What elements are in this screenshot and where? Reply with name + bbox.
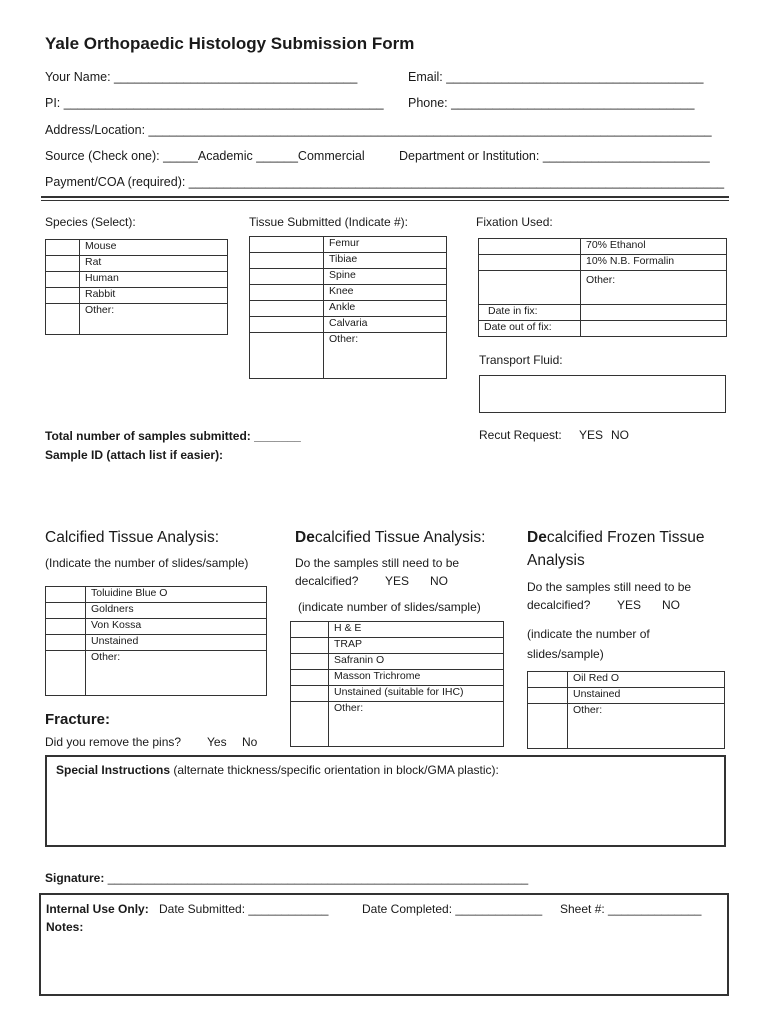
slide-count-input[interactable] [291,638,329,654]
frozen-instruction-line2: slides/sample) [527,647,604,661]
species-checkbox[interactable] [46,256,80,272]
frozen-instruction: (indicate the number of [527,627,650,641]
notes-label: Notes: [46,920,84,934]
list-item: Rat [46,256,228,272]
list-item: Spine [250,269,447,285]
list-item: Masson Trichrome [291,670,504,686]
list-item: Mouse [46,240,228,256]
phone-field[interactable]: Phone: ___________________________________ [408,96,695,110]
slide-count-input[interactable] [528,672,568,688]
slide-count-input[interactable] [291,702,329,747]
fracture-yes-option[interactable]: Yes [207,735,227,749]
decalcified-checklist [290,621,504,747]
list-item: 70% Ethanol [479,239,727,255]
list-item: Calvaria [250,317,447,333]
department-field[interactable]: Department or Institution: ________________________ [399,149,710,163]
list-item: Other: [46,651,267,696]
date-submitted-field[interactable]: Date Submitted: ____________ [159,902,329,916]
tissue-count-input[interactable] [250,317,324,333]
date-in-input[interactable] [581,305,727,321]
fracture-no-option[interactable]: No [242,735,258,749]
fixation-label: Fixation Used: [476,215,553,229]
decalcified-question-line2: decalcified? [295,574,359,588]
frozen-title-line2: Analysis [527,552,585,569]
list-item: Rabbit [46,288,228,304]
frozen-question-line2: decalcified? [527,598,591,612]
email-field[interactable]: Email: _____________________________________ [408,70,704,84]
list-item: Other: [291,702,504,747]
species-checkbox[interactable] [46,272,80,288]
tissue-count-input[interactable] [250,269,324,285]
list-item: Goldners [46,603,267,619]
list-item: Other: [528,704,725,749]
payment-field[interactable]: Payment/COA (required): _____________________________________________________________________________ [45,175,725,189]
signature-field[interactable]: Signature: _______________________________________________________________ [45,871,529,885]
slide-count-input[interactable] [291,622,329,638]
list-item: Other: [250,333,447,379]
transport-fluid-label: Transport Fluid: [479,353,563,367]
source-field[interactable]: Source (Check one): _____Academic ______Commercial [45,149,365,163]
calcified-subtitle: (Indicate the number of slides/sample) [45,556,249,570]
recut-no-option[interactable]: NO [611,428,629,442]
tissue-checklist [249,236,447,379]
fixation-checkbox[interactable] [479,255,581,271]
tissue-count-input[interactable] [250,285,324,301]
sheet-number-field[interactable]: Sheet #: ______________ [560,902,702,916]
slide-count-input[interactable] [46,651,86,696]
frozen-title: Decalcified Frozen Tissue [527,529,705,546]
pi-field[interactable]: PI: ______________________________________________ [45,96,384,110]
list-item: Oil Red O [528,672,725,688]
recut-request-label: Recut Request: [479,428,562,442]
date-out-label: Date out of fix: [479,321,581,337]
list-item: Unstained (suitable for IHC) [291,686,504,702]
tissue-count-input[interactable] [250,301,324,317]
calcified-title: Calcified Tissue Analysis: [45,529,220,546]
tissue-count-input[interactable] [250,253,324,269]
slide-count-input[interactable] [528,704,568,749]
slide-count-input[interactable] [291,686,329,702]
internal-use-label: Internal Use Only: [46,902,149,916]
date-completed-field[interactable]: Date Completed: _____________ [362,902,543,916]
fixation-checklist [478,238,727,337]
list-item [479,305,727,321]
fixation-checkbox[interactable] [479,239,581,255]
slide-count-input[interactable] [291,654,329,670]
decalcified-title: Decalcified Tissue Analysis: [295,529,486,546]
list-item: H & E [291,622,504,638]
list-item: Unstained [528,688,725,704]
list-item: Toluidine Blue O [46,587,267,603]
slide-count-input[interactable] [291,670,329,686]
your-name-field[interactable]: Your Name: ___________________________________ [45,70,358,84]
species-checklist [45,239,228,335]
fixation-checkbox[interactable] [479,271,581,305]
internal-use-box [39,893,729,996]
decalcified-yes-option[interactable]: YES [385,574,410,588]
decalcified-no-option[interactable]: NO [430,574,448,588]
fracture-title: Fracture: [45,711,111,728]
list-item: Knee [250,285,447,301]
frozen-no-option[interactable]: NO [662,598,680,612]
list-item: Femur [250,237,447,253]
divider-top [41,196,729,198]
list-item: Other: [479,271,727,305]
list-item: Ankle [250,301,447,317]
list-item: Other: [46,304,228,335]
date-in-label: Date in fix: [479,305,581,321]
tissue-count-input[interactable] [250,237,324,253]
decalcified-question: Do the samples still need to be [295,556,460,570]
fracture-question: Did you remove the pins? [45,735,182,749]
species-checkbox[interactable] [46,304,80,335]
list-item: TRAP [291,638,504,654]
list-item: Von Kossa [46,619,267,635]
list-item [479,321,727,337]
list-item: Safranin O [291,654,504,670]
slide-count-input[interactable] [46,619,86,635]
decalcified-instruction: (indicate number of slides/sample) [298,600,481,614]
address-field[interactable]: Address/Location: _________________________________________________________________________________ [45,123,712,137]
transport-fluid-input[interactable] [479,375,726,413]
recut-yes-option[interactable]: YES [579,428,604,442]
species-label: Species (Select): [45,215,136,229]
special-instructions-label: Special Instructions (alternate thickness/specific orientation in block/GMA plastic): [56,763,499,777]
total-samples-field[interactable]: Total number of samples submitted: _______ [45,429,301,443]
sample-id-label: Sample ID (attach list if easier): [45,448,224,462]
frozen-checklist [527,671,725,749]
slide-count-input[interactable] [528,688,568,704]
slide-count-input[interactable] [46,587,86,603]
species-checkbox[interactable] [46,240,80,256]
list-item: 10% N.B. Formalin [479,255,727,271]
tissue-label: Tissue Submitted (Indicate #): [249,215,408,229]
form-title: Yale Orthopaedic Histology Submission Form [45,34,415,53]
frozen-question: Do the samples still need to be [527,580,692,594]
frozen-yes-option[interactable]: YES [617,598,642,612]
list-item: Unstained [46,635,267,651]
slide-count-input[interactable] [46,603,86,619]
species-checkbox[interactable] [46,288,80,304]
list-item: Tibiae [250,253,447,269]
tissue-count-input[interactable] [250,333,324,379]
divider-top-thin [41,200,729,201]
slide-count-input[interactable] [46,635,86,651]
list-item: Human [46,272,228,288]
date-out-input[interactable] [581,321,727,337]
calcified-checklist [45,586,267,696]
special-instructions-box[interactable] [45,755,726,847]
